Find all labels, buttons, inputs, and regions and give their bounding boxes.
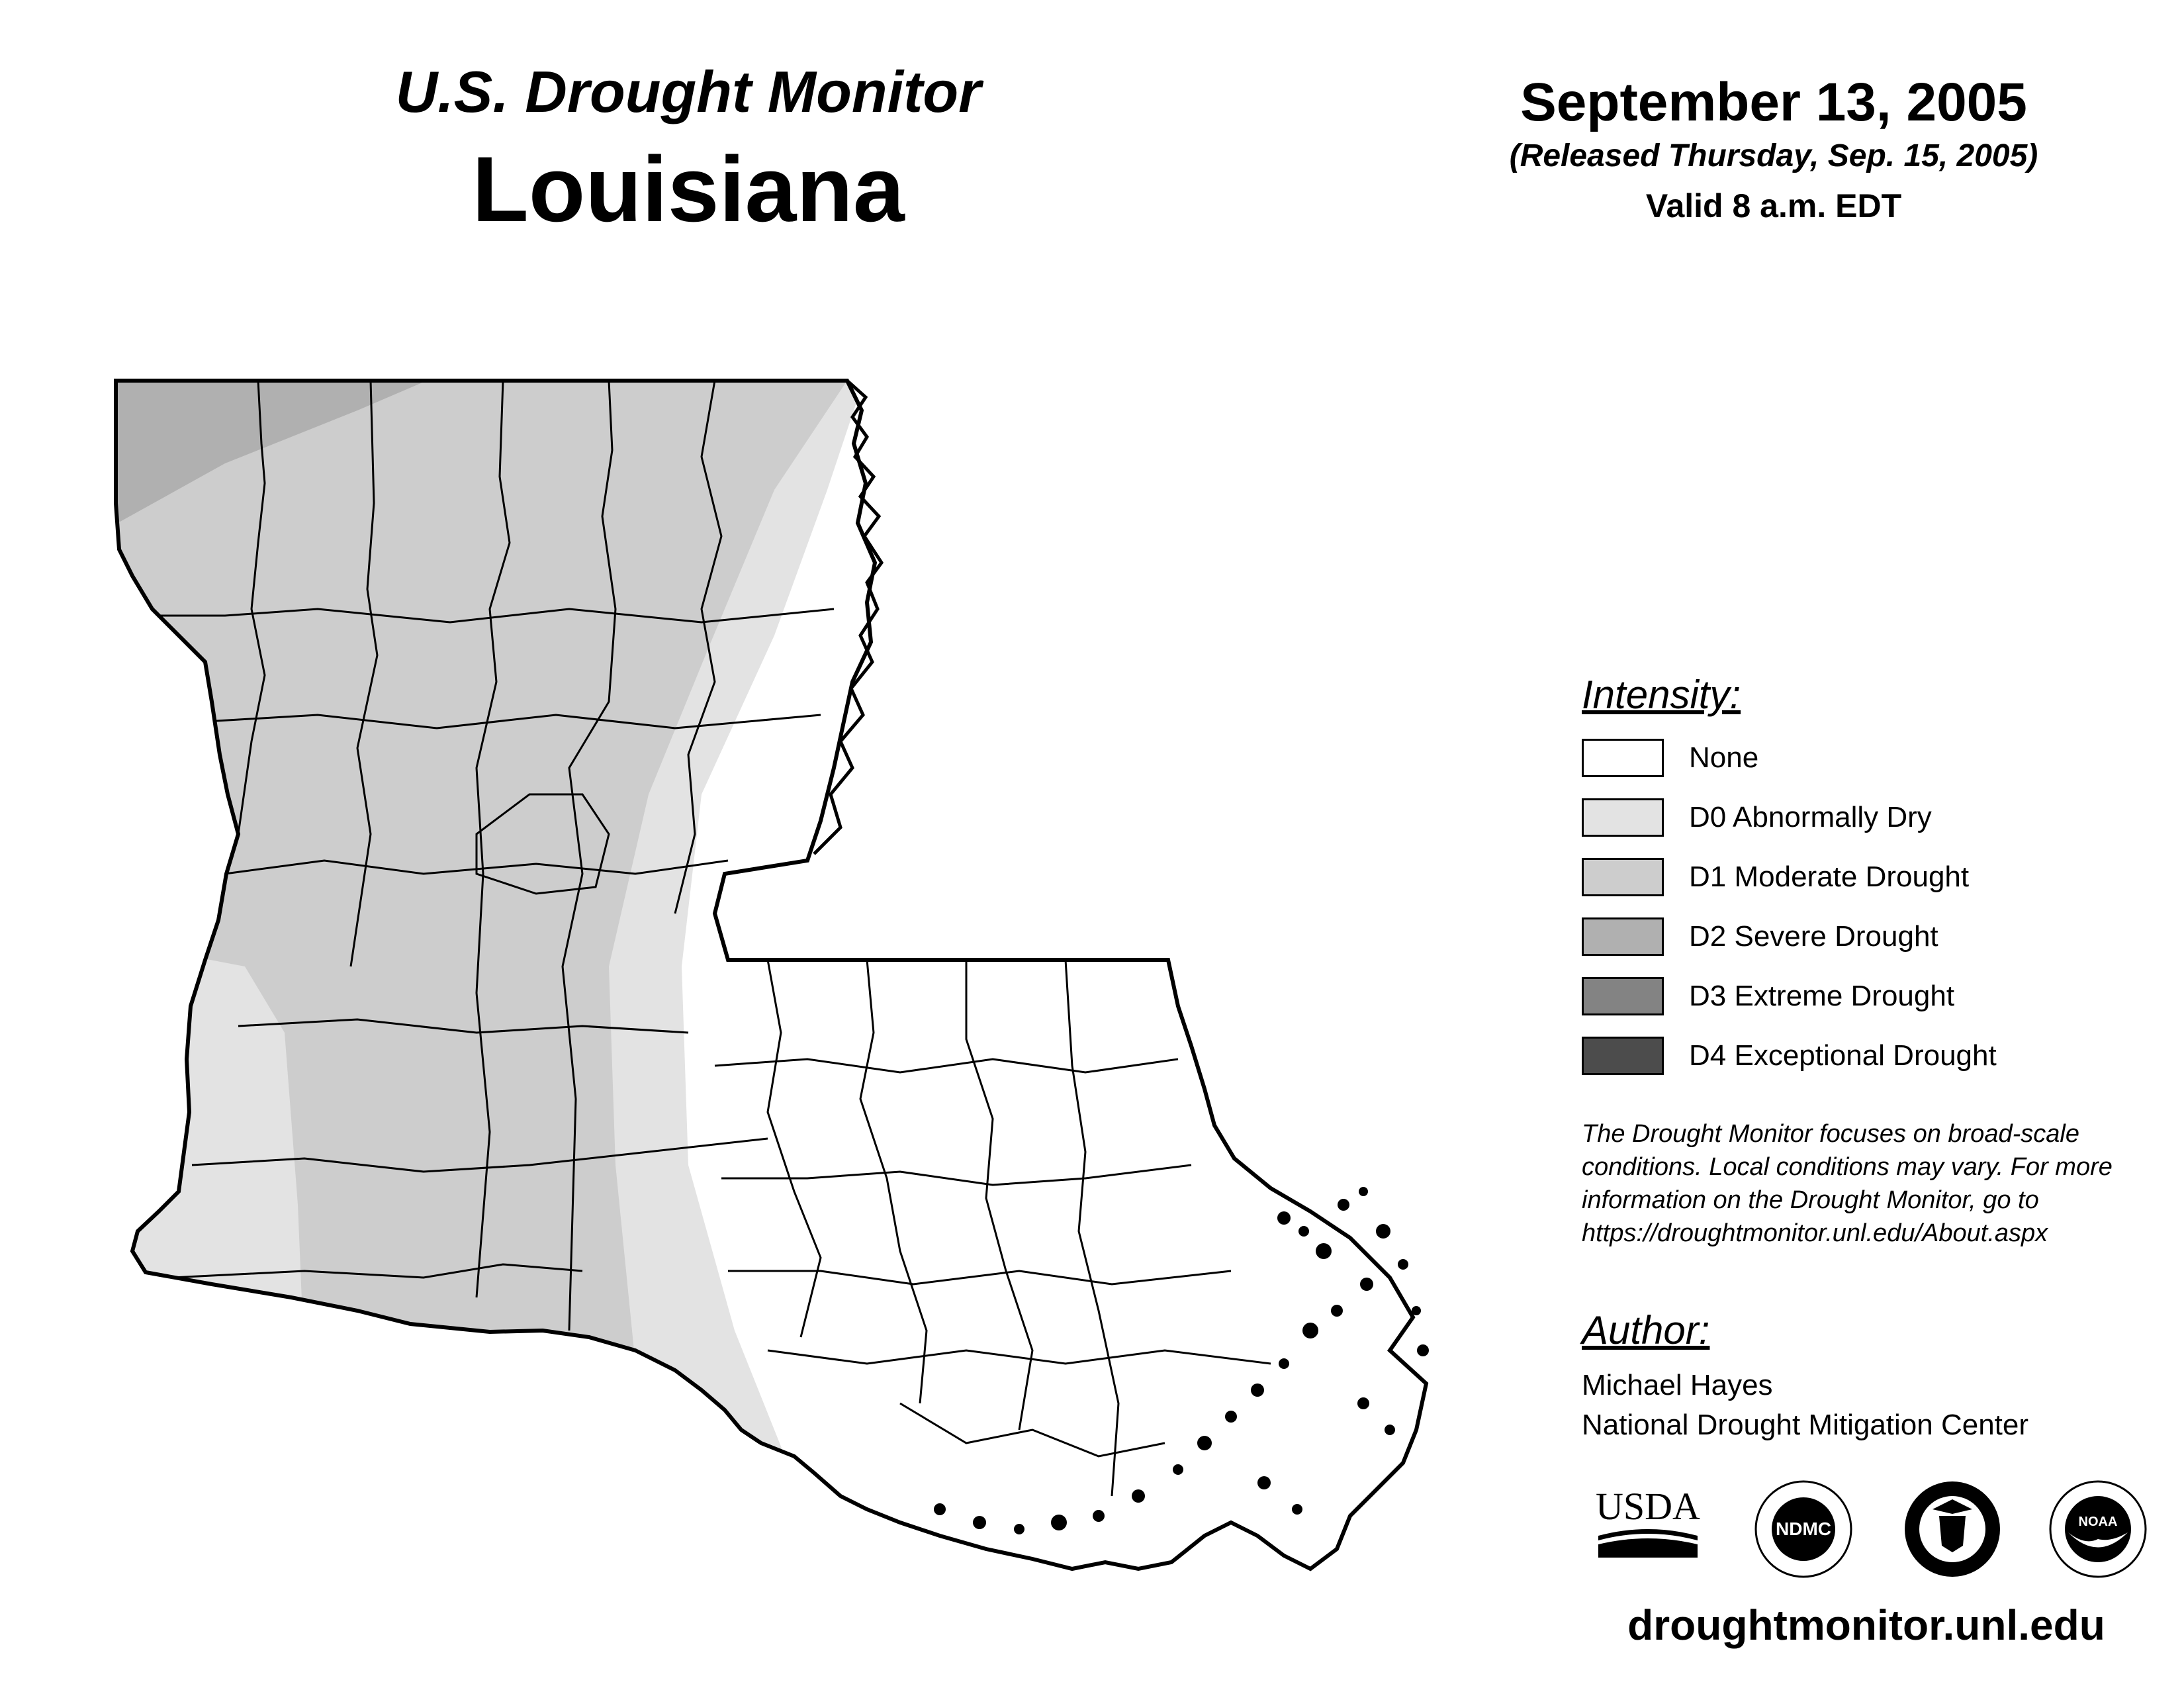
legend-label-d2: D2 Severe Drought (1689, 920, 1938, 953)
legend-label-d0: D0 Abnormally Dry (1689, 801, 1932, 833)
legend-title: Intensity: (1582, 673, 1741, 717)
note-line-2: conditions. Local conditions may vary. For more (1582, 1153, 2113, 1181)
drought-monitor-url[interactable]: droughtmonitor.unl.edu (1627, 1601, 2105, 1649)
legend-swatch-d1 (1582, 858, 1664, 896)
noaa-logo (2048, 1479, 2148, 1579)
usda-logo (1592, 1486, 1704, 1566)
drought-monitor-note (1582, 1117, 2177, 1250)
legend-label-d3: D3 Extreme Drought (1689, 980, 1955, 1012)
legend-swatch-d2 (1582, 917, 1664, 956)
legend-item-d0 (1582, 796, 1932, 839)
release-date: (Released Thursday, Sep. 15, 2005) (1509, 138, 2038, 173)
legend-swatch-d3 (1582, 977, 1664, 1015)
legend-label-d1: D1 Moderate Drought (1689, 861, 1970, 893)
louisiana-drought-map (106, 371, 1430, 1628)
note-line-3: information on the Drought Monitor, go to (1582, 1186, 2039, 1214)
valid-time: Valid 8 a.m. EDT (1645, 187, 1902, 224)
legend-item-none (1582, 737, 1758, 779)
department-of-commerce-seal (1899, 1479, 2005, 1579)
noaa-logo-text: NOAA (2078, 1515, 2118, 1529)
ndmc-logo-text: NDMC (1776, 1519, 1831, 1539)
state-title: Louisiana (472, 137, 905, 241)
legend-item-d3 (1582, 975, 1954, 1017)
note-line-1: The Drought Monitor focuses on broad-scale (1582, 1120, 2079, 1148)
author-name: Michael Hayes (1582, 1369, 1773, 1401)
legend-swatch-none (1582, 739, 1664, 777)
legend-label-none: None (1689, 741, 1759, 774)
ndmc-logo (1754, 1479, 1853, 1579)
author-title: Author: (1582, 1308, 1710, 1352)
legend-swatch-d4 (1582, 1037, 1664, 1075)
note-line-4: https://droughtmonitor.unl.edu/About.aspx (1582, 1219, 2048, 1247)
map-date: September 13, 2005 (1520, 72, 2027, 132)
legend-label-d4: D4 Exceptional Drought (1689, 1039, 1997, 1072)
legend-item-d2 (1582, 915, 1938, 958)
author-organization: National Drought Mitigation Center (1582, 1409, 2029, 1441)
legend-item-d1 (1582, 856, 1969, 898)
monitor-title: U.S. Drought Monitor (395, 59, 981, 124)
legend-item-d4 (1582, 1035, 1997, 1077)
legend-swatch-d0 (1582, 798, 1664, 837)
usda-logo-text: USDA (1596, 1486, 1700, 1528)
